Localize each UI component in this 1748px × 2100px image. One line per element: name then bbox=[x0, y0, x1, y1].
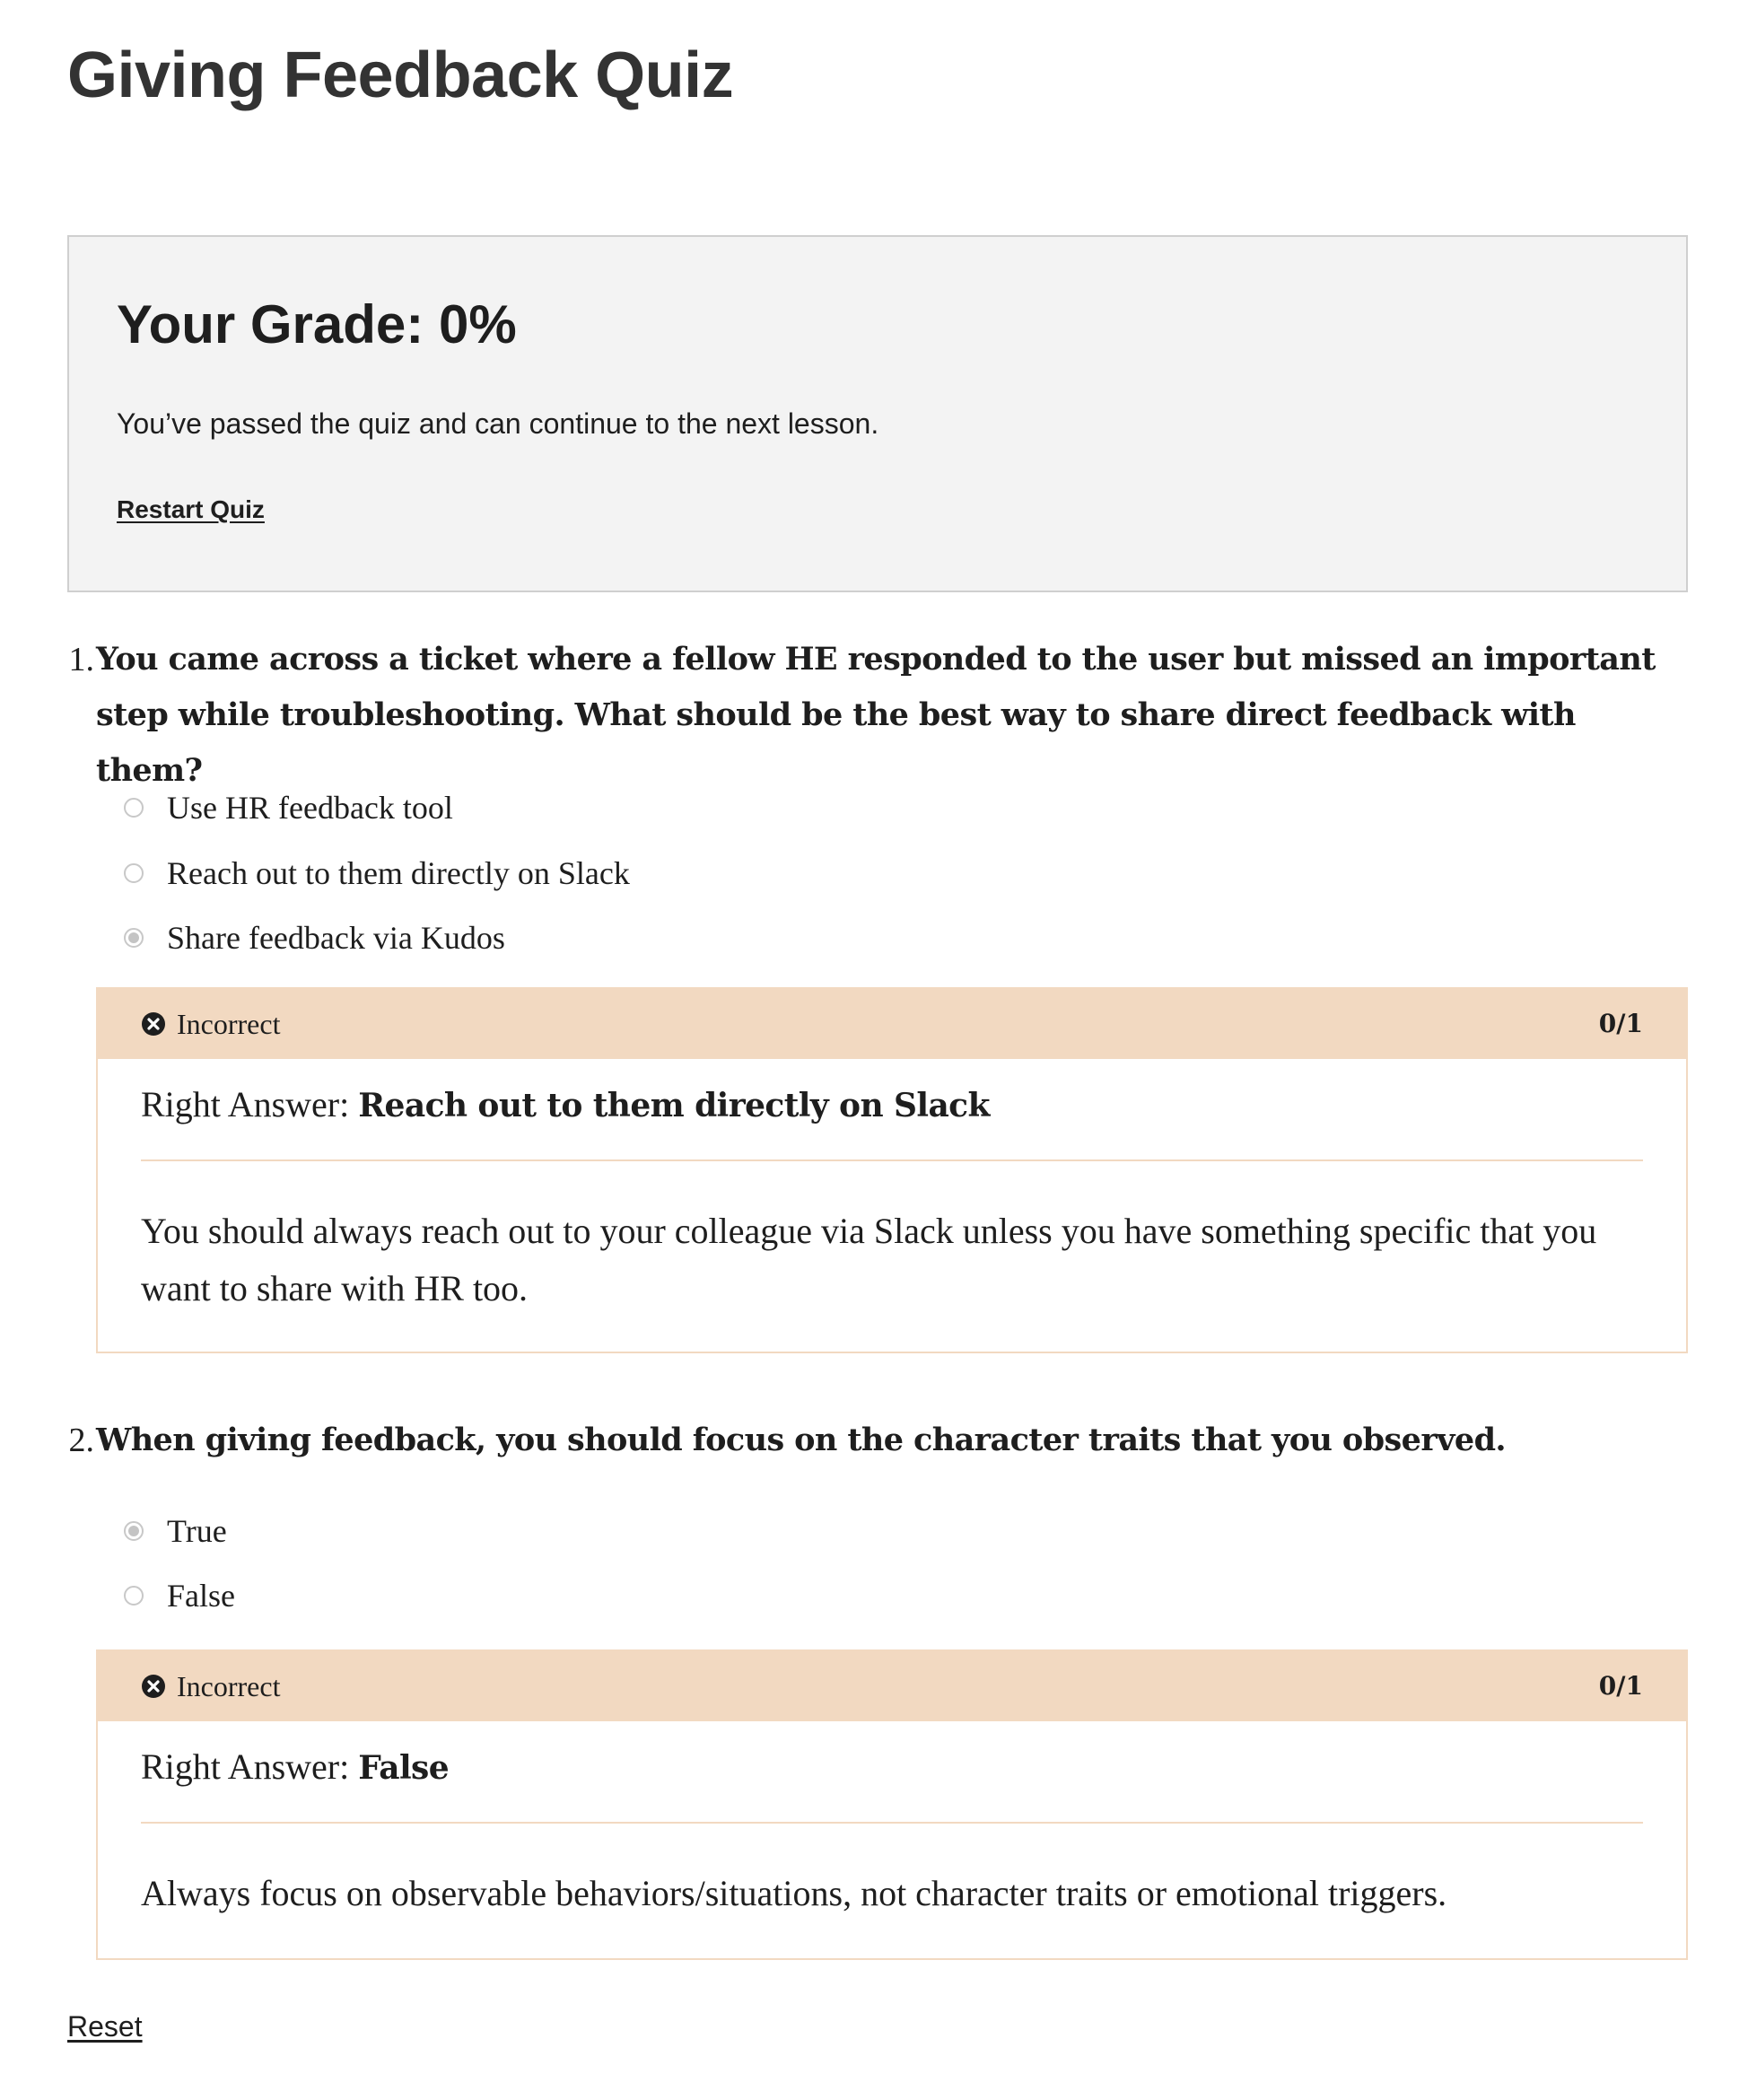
question-number: 1. bbox=[68, 641, 94, 678]
radio-button[interactable] bbox=[124, 1521, 144, 1541]
right-answer-value: False bbox=[358, 1749, 449, 1787]
feedback-status: Incorrect bbox=[177, 1008, 281, 1040]
right-answer-prefix: Right Answer: bbox=[141, 1084, 350, 1124]
restart-quiz-link[interactable]: Restart Quiz bbox=[117, 495, 265, 523]
right-answer bbox=[141, 1082, 990, 1128]
right-answer-prefix: Right Answer: bbox=[141, 1746, 350, 1787]
page-title: Giving Feedback Quiz bbox=[67, 39, 734, 111]
feedback-status: Incorrect bbox=[177, 1670, 281, 1702]
answer-feedback bbox=[96, 1649, 1688, 1960]
answer-option[interactable] bbox=[124, 1576, 235, 1615]
grade-heading: Your Grade: 0% bbox=[117, 294, 517, 354]
answer-option-label: Reach out to them directly on Slack bbox=[167, 855, 630, 891]
x-circle-icon bbox=[141, 1674, 166, 1699]
right-answer-value: Reach out to them directly on Slack bbox=[358, 1087, 990, 1124]
radio-button[interactable] bbox=[124, 798, 144, 818]
question-score: 0/1 bbox=[1598, 1671, 1643, 1701]
x-circle-icon bbox=[141, 1011, 166, 1037]
reset-link[interactable]: Reset bbox=[67, 2010, 143, 2043]
right-answer bbox=[141, 1745, 449, 1790]
question-score: 0/1 bbox=[1598, 1009, 1643, 1038]
answer-option-label: Share feedback via Kudos bbox=[167, 920, 505, 956]
answer-explanation: You should always reach out to your colleague via Slack unless you have something specific that you want to share with HR too. bbox=[141, 1211, 1597, 1308]
answer-explanation: Always focus on observable behaviors/situations, not character traits or emotional triggers. bbox=[141, 1873, 1447, 1913]
question-number: 2. bbox=[68, 1422, 94, 1459]
answer-option-label: Use HR feedback tool bbox=[167, 790, 453, 826]
answer-option[interactable] bbox=[124, 918, 505, 958]
radio-button[interactable] bbox=[124, 928, 144, 948]
answer-option-label: True bbox=[167, 1513, 227, 1549]
answer-option[interactable] bbox=[124, 853, 630, 893]
results-panel bbox=[67, 235, 1688, 592]
question-text: You came across a ticket where a fellow HE responded to the user but missed an important step while troubleshooting. What should be the best way to share direct feedback with them? bbox=[96, 641, 1656, 789]
feedback-divider bbox=[141, 1822, 1643, 1824]
answer-option-label: False bbox=[167, 1578, 235, 1614]
grade-message: You’ve passed the quiz and can continue to the next lesson. bbox=[117, 407, 879, 440]
answer-option[interactable] bbox=[124, 788, 453, 827]
feedback-header bbox=[98, 989, 1686, 1059]
answer-option[interactable] bbox=[124, 1511, 227, 1551]
feedback-header bbox=[98, 1651, 1686, 1721]
radio-button[interactable] bbox=[124, 863, 144, 883]
question-text: When giving feedback, you should focus on the character traits that you observed. bbox=[96, 1422, 1507, 1458]
radio-button[interactable] bbox=[124, 1586, 144, 1606]
feedback-divider bbox=[141, 1159, 1643, 1161]
answer-feedback bbox=[96, 987, 1688, 1353]
